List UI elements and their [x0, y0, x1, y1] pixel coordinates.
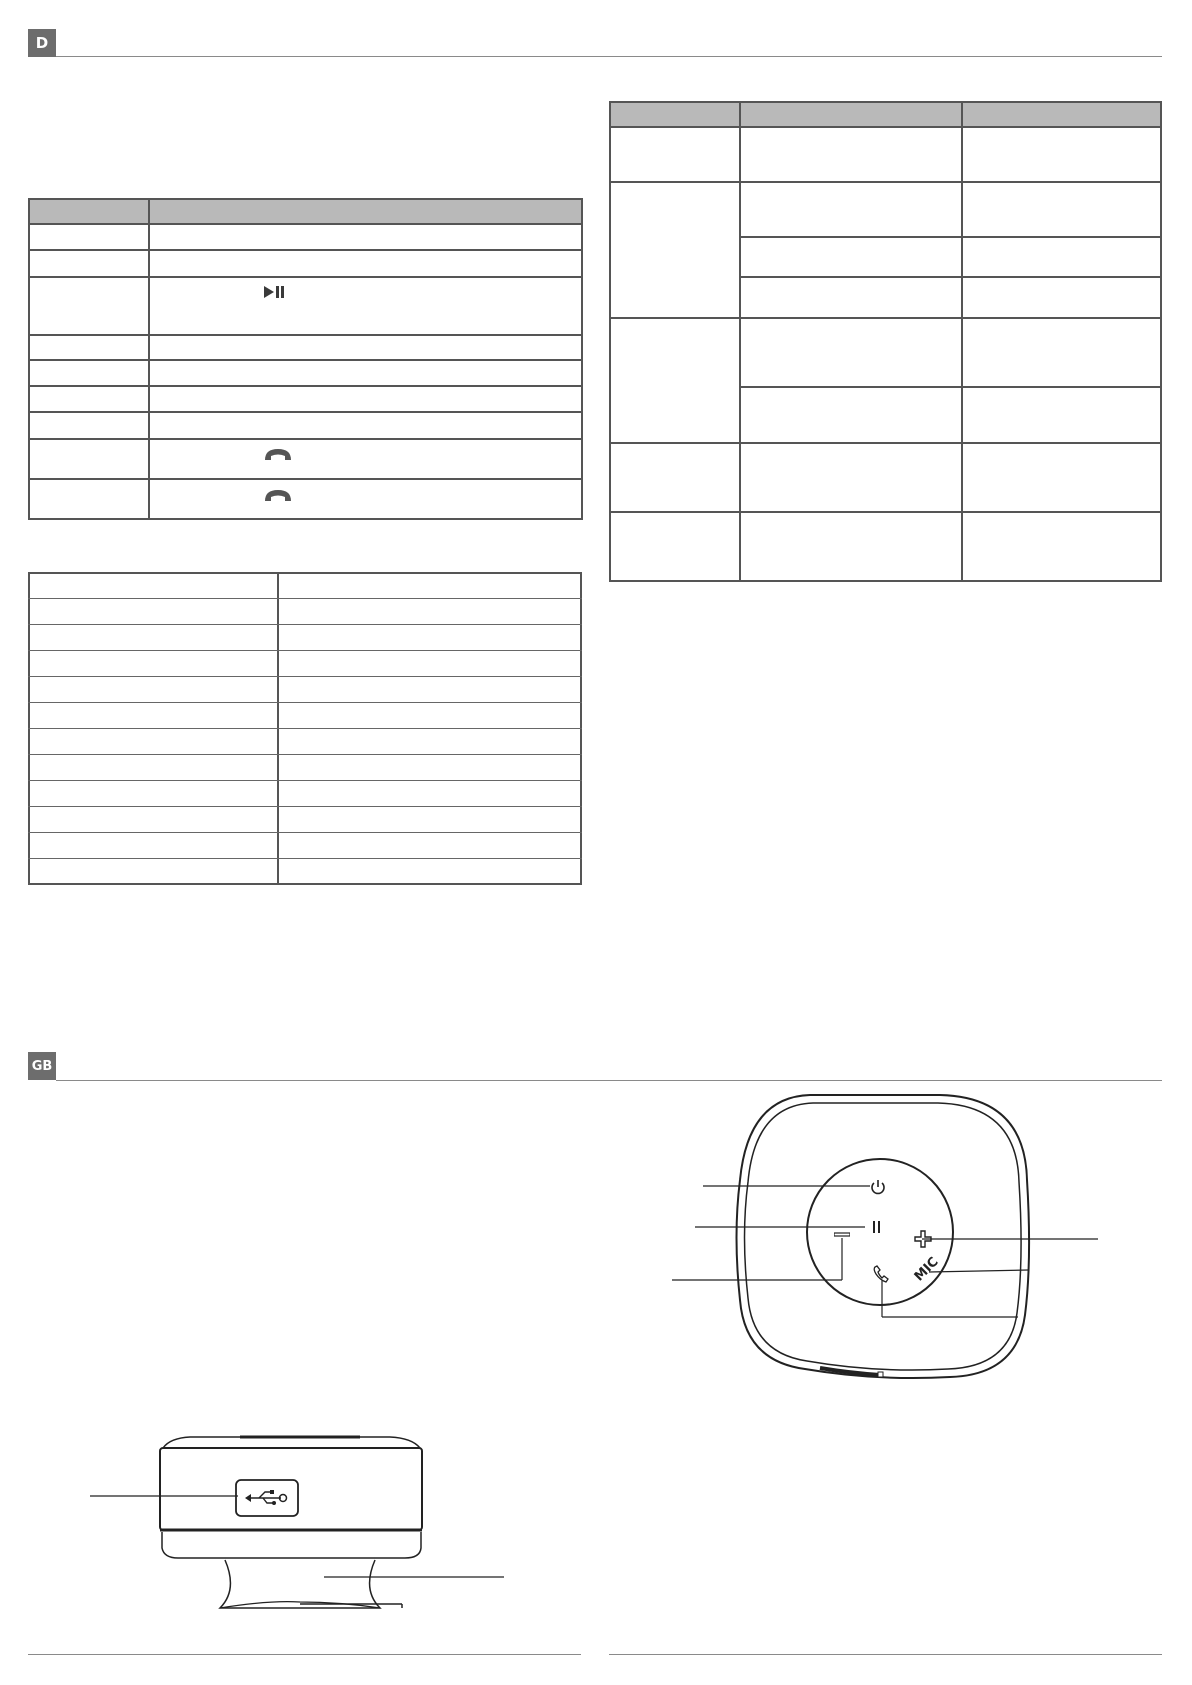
table-row-divider [740, 276, 1162, 278]
table-row-divider [28, 832, 582, 833]
table-row-divider [28, 858, 582, 859]
language-badge-gb [28, 1052, 56, 1080]
plus-icon [914, 1230, 932, 1248]
usb-icon [243, 1489, 289, 1507]
table-row-divider [28, 780, 582, 781]
play-pause-icon [263, 284, 285, 300]
table-border [609, 101, 1162, 582]
table-column-divider [739, 101, 741, 582]
minus-icon [834, 1231, 850, 1239]
phone-icon [263, 446, 293, 462]
table-row-divider [28, 223, 583, 225]
table-row-divider [609, 317, 1162, 319]
footer-rule [28, 1654, 581, 1655]
footer-rule [609, 1654, 1162, 1655]
phone-icon [870, 1263, 892, 1285]
table-row-divider [28, 624, 582, 625]
table-row-divider [28, 276, 583, 278]
table-row-divider [28, 650, 582, 651]
speaker-side-view-diagram [90, 1430, 510, 1620]
table-row-divider [28, 334, 583, 336]
table-row-divider [28, 806, 582, 807]
table-row-divider [609, 511, 1162, 513]
table-row-divider [28, 438, 583, 440]
table-row-divider [28, 754, 582, 755]
table-column-divider [961, 101, 963, 582]
badge-label: GB [31, 1058, 53, 1074]
language-badge-d [28, 29, 56, 57]
section-divider [56, 56, 1162, 57]
table-row-divider [28, 728, 582, 729]
table-row-divider [28, 411, 583, 413]
table-row-divider [609, 126, 1162, 128]
table-row-divider [28, 702, 582, 703]
table-row-divider [609, 181, 1162, 183]
table-row-divider [740, 236, 1162, 238]
power-icon [869, 1178, 887, 1196]
phone-icon [263, 487, 293, 503]
table-row-divider [28, 478, 583, 480]
speaker-top-view-diagram [620, 1085, 1100, 1395]
badge-label: D [35, 34, 49, 52]
table-row-divider [28, 676, 582, 677]
table-row-divider [28, 249, 583, 251]
table-row-divider [609, 442, 1162, 444]
table-row-divider [28, 359, 583, 361]
pause-icon [870, 1220, 884, 1234]
table-row-divider [28, 598, 582, 599]
table-row-divider [28, 385, 583, 387]
table-row-divider [740, 386, 1162, 388]
section-divider [56, 1080, 1162, 1081]
mic-label: MIC [911, 1254, 942, 1285]
